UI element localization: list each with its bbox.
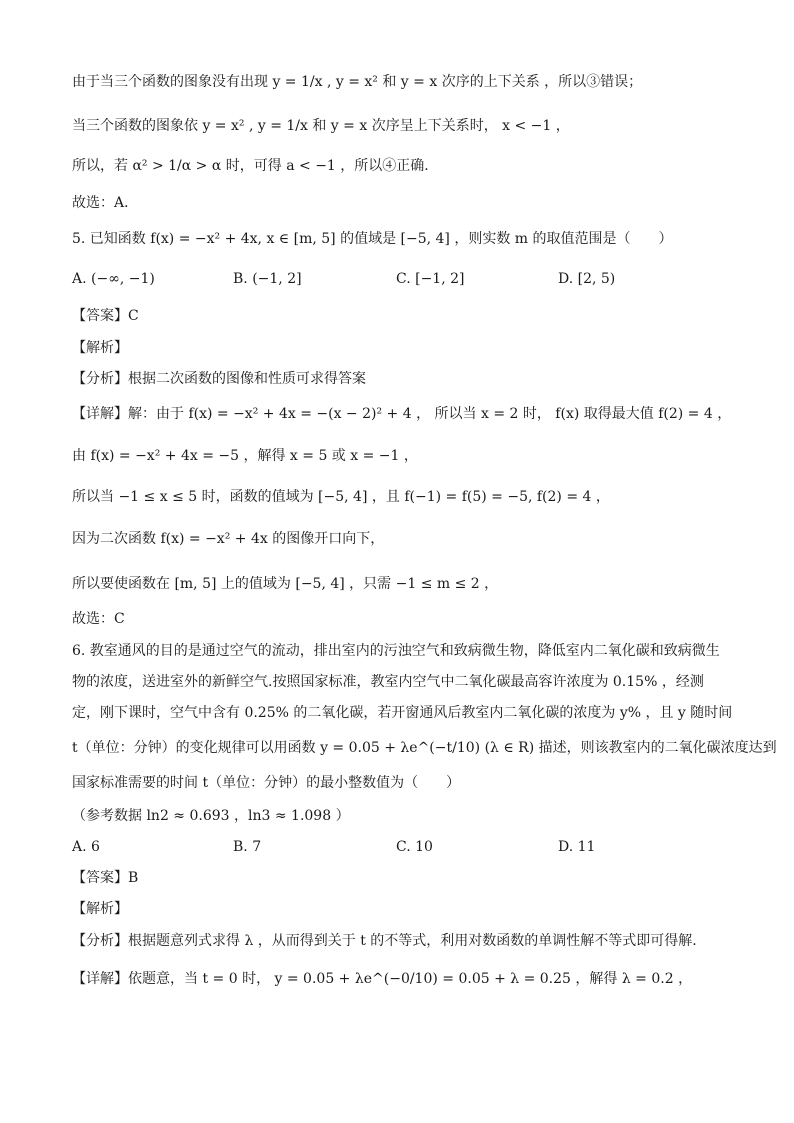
text-line: 所以要使函数在 [m, 5] 上的值域为 [−5, 4] ，只需 −1 ≤ m ≤ 2 ， [72, 576, 499, 592]
fenxi-row [72, 931, 697, 951]
detail-row [72, 969, 692, 989]
text-line: 当三个函数的图象依 y = x² , y = 1/x 和 y = x 次序呈上下关系时， x < −1 ， [72, 118, 570, 134]
text-line: 由于当三个函数的图象没有出现 y = 1/x , y = x² 和 y = x 次序的上下关系 ，所以③错误； [72, 74, 643, 90]
answer-value: B [128, 870, 139, 886]
text-line: 因为二次函数 f(x) = −x² + 4x 的图像开口向下， [72, 531, 385, 547]
analysis-tag: 【解析】 [72, 340, 128, 356]
text-line: 所以当 −1 ≤ x ≤ 5 时，函数的值域为 [−5, 4] ，且 f(−1) = f(5) = −5, f(2) = 4 ， [72, 489, 610, 505]
text-line: 所以，若 α² > 1/α > α 时，可得 a < −1 ，所以④正确. [72, 158, 429, 174]
detail-text: 依题意，当 t = 0 时， y = 0.05 + λe^(−0/10) = 0.05 + λ = 0.25 ，解得 λ = 0.2 ， [128, 971, 693, 987]
option-d: D. 11 [558, 839, 596, 855]
question-6: 6. 教室通风的目的是通过空气的流动，排出室内的污浊空气和致病微生物，降低室内二氧化碳和致病微生 [72, 643, 720, 659]
answer-row [72, 306, 139, 326]
option-a: A. 6 [72, 839, 100, 855]
text-line: 定，刚下课时，空气中含有 0.25% 的二氧化碳，若开窗通风后教室内二氧化碳的浓度为 y% ，且 y 随时间 [72, 705, 733, 721]
text-line: 国家标准需要的时间 t（单位：分钟）的最小整数值为（ ） [72, 775, 461, 791]
fenxi-row [72, 369, 366, 389]
option-c: C. 10 [396, 839, 433, 855]
question-5: 5. 已知函数 f(x) = −x² + 4x, x ∈ [m, 5] 的值域是 [−5, 4] ，则实数 m 的取值范围是（ ） [72, 231, 673, 247]
fenxi-text: 根据二次函数的图像和性质可求得答案 [128, 371, 366, 387]
answer-tag: 【答案】 [72, 870, 128, 886]
detail-row [72, 404, 731, 424]
text-line: 故选：C [72, 611, 125, 627]
text-line: 故选：A． [72, 195, 139, 211]
option-b: B. (−1, 2] [233, 271, 302, 287]
xiangjie-tag: 【详解】 [72, 406, 128, 422]
answer-value: C [128, 308, 139, 324]
xiangjie-tag: 【详解】 [72, 971, 128, 987]
answer-tag: 【答案】 [72, 308, 128, 324]
reference-data: （参考数据 ln2 ≈ 0.693 ，ln3 ≈ 1.098 ） [72, 808, 350, 824]
option-a: A. (−∞, −1) [72, 271, 155, 287]
option-b: B. 7 [233, 839, 262, 855]
text-line: 由 f(x) = −x² + 4x = −5 ，解得 x = 5 或 x = −1 ， [72, 448, 418, 464]
option-d: D. [2, 5) [558, 271, 616, 287]
fenxi-tag: 【分析】 [72, 933, 128, 949]
option-c: C. [−1, 2] [396, 271, 465, 287]
analysis-heading [72, 338, 128, 358]
fenxi-tag: 【分析】 [72, 371, 128, 387]
text-line: t（单位：分钟）的变化规律可以用函数 y = 0.05 + λe^(−t/10) (λ ∈ R) 描述，则该教室内的二氧化碳浓度达到 [72, 740, 777, 756]
text-line: 物的浓度，送进室外的新鲜空气.按照国家标准，教室内空气中二氧化碳最高容许浓度为 0.15% ，经测 [72, 674, 704, 690]
detail-text: 解：由于 f(x) = −x² + 4x = −(x − 2)² + 4 ， 所以当 x = 2 时， f(x) 取得最大值 f(2) = 4 ， [128, 406, 732, 422]
analysis-tag: 【解析】 [72, 901, 128, 917]
fenxi-text: 根据题意列式求得 λ ，从而得到关于 t 的不等式，利用对数函数的单调性解不等式即可得解. [128, 933, 697, 949]
analysis-heading [72, 899, 128, 919]
answer-row [72, 868, 138, 888]
